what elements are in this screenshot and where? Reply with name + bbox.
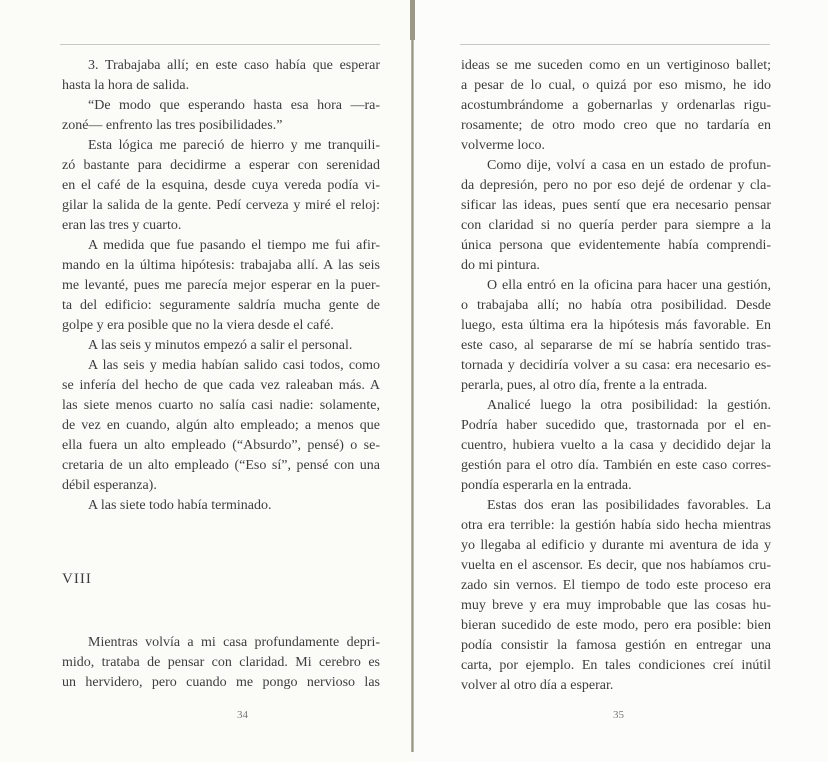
text-line: mido, trataba de pensar con claridad. Mi cerebro es — [62, 655, 380, 670]
text-line: pondía esperarla en la entrada. — [461, 478, 632, 493]
body-text — [461, 56, 771, 696]
text-line: un hervidero, pero cuando me pongo nervioso las — [62, 675, 380, 690]
text-line: Esta lógica me pareció de hierro y me tranquili- — [88, 138, 380, 153]
text-line: A las siete todo había terminado. — [88, 498, 272, 513]
text-line: acostumbrándome a gobernarlas y ordenarlas rigu- — [461, 98, 771, 113]
text-line: Como dije, volví a casa en un estado de profun- — [487, 158, 771, 173]
text-line: gilar la salida de la gente. Pedí cerveza y miré el reloj: — [62, 198, 380, 213]
text-line: de vez en cuando, algún alto empleado; a menos que — [62, 418, 380, 433]
text-line: muy breve y era muy improbable que las cosas hu- — [461, 598, 771, 613]
text-line: Analicé luego la otra posibilidad: la gestión. — [487, 398, 771, 413]
header-rule — [60, 44, 380, 45]
text-line: sificar las ideas, pues sentí que era necesario pensar — [461, 198, 771, 213]
right-page — [414, 0, 828, 762]
book-gutter-shadow — [410, 0, 415, 40]
text-line: Podría haber sucedido que, trastornada por el en- — [461, 418, 771, 433]
text-line: carta, por ejemplo. En tales condiciones creí inútil — [461, 658, 771, 673]
text-line: luego, esta última era la hipótesis más favorable. En — [461, 318, 771, 333]
text-line: “De modo que esperando hasta esa hora —ra- — [88, 98, 380, 113]
text-line: Mientras volvía a mi casa profundamente depri- — [88, 635, 380, 650]
text-line: O ella entró en la oficina para hacer una gestión, — [487, 278, 771, 293]
text-line: golpe y era posible que no la viera desde el café. — [62, 318, 334, 333]
text-line: cretaria de un alto empleado (“Eso sí”, pensé con una — [62, 458, 380, 473]
text-line: tornada y decidiría volver a su casa: era necesario es- — [461, 358, 771, 373]
text-line: A las seis y media habían salido casi todos, como — [88, 358, 380, 373]
header-rule — [460, 44, 770, 45]
text-line: a pesar de lo cual, o quizá por eso mismo, he ido — [461, 78, 771, 93]
text-line: zado sin vernos. El tiempo de todo este proceso era — [461, 578, 771, 593]
text-line: hasta la hora de salida. — [62, 78, 190, 93]
text-line: otra era terrible: la gestión había sido hecha mientras — [461, 518, 771, 533]
text-line: volverme loco. — [461, 138, 545, 153]
text-line: bieran sucedido de este modo, pero era posible: bien — [461, 618, 771, 633]
chapter-heading: VIII — [62, 571, 92, 587]
text-line: yo llegaba al edificio y durante mi aventura de ida y — [461, 538, 771, 553]
text-line: zoné— enfrento las tres posibilidades.” — [62, 118, 283, 133]
text-line: 3. Trabajaba allí; en este caso había que esperar — [88, 58, 380, 73]
text-line: mando en la última hipótesis: trabajaba allí. A las seis — [62, 258, 380, 273]
left-page — [0, 0, 412, 762]
text-line: con claridad si no quería perder para siempre a la — [461, 218, 771, 233]
text-line: podía consistir la famosa gestión en entregar una — [461, 638, 771, 653]
text-line: da depresión, pero no por eso dejé de ordenar y cla- — [461, 178, 771, 193]
text-line: A medida que fue pasando el tiempo me fui afir- — [88, 238, 380, 253]
body-text-bottom — [62, 633, 380, 693]
text-line: zó bastante para decidirme a esperar con serenidad — [62, 158, 380, 173]
text-line: volver al otro día a esperar. — [461, 678, 614, 693]
text-line: do mi pintura. — [461, 258, 540, 273]
text-line: ta del edificio: seguramente saldría mucha gente de — [62, 298, 380, 313]
text-line: A las seis y minutos empezó a salir el personal. — [88, 338, 353, 353]
text-line: cuentro, hubiera vuelto a la casa y decidido dejar la — [461, 438, 771, 453]
text-line: Estas dos eran las posibilidades favorables. La — [487, 498, 771, 513]
book-gutter — [411, 0, 414, 752]
body-text-top — [62, 56, 380, 516]
text-line: gestión para el otro día. También en este caso corres- — [461, 458, 771, 473]
text-line: se infería del hecho de que cada vez raleaban más. A — [62, 378, 380, 393]
text-line: débil esperanza). — [62, 478, 157, 493]
text-line: las siete menos cuarto no salía casi nadie: solamente, — [62, 398, 380, 413]
text-line: perarla, pues, al otro día, frente a la entrada. — [461, 378, 708, 393]
page-number: 35 — [613, 709, 624, 721]
text-line: eran las tres y cuarto. — [62, 218, 182, 233]
text-line: única persona que evidentemente había comprendi- — [461, 238, 771, 253]
text-line: ella fuera un alto empleado (“Absurdo”, pensé) o se- — [62, 438, 380, 453]
text-line: me levanté, pues me parecía mejor esperar en la puer- — [62, 278, 380, 293]
text-line: este caso, al separarse de mí se habría sentido tras- — [461, 338, 771, 353]
text-line: en el café de la esquina, desde cuya vereda podía vi- — [62, 178, 380, 193]
text-line: vuelta en el ascensor. Es decir, que nos habíamos cru- — [461, 558, 771, 573]
text-line: o trabajaba allí; no había otra posibilidad. Desde — [461, 298, 771, 313]
page-number: 34 — [237, 709, 248, 721]
text-line: rosamente; de otro modo creo que no tardaría en — [461, 118, 771, 133]
text-line: ideas se me suceden como en un vertiginoso ballet; — [461, 58, 771, 73]
